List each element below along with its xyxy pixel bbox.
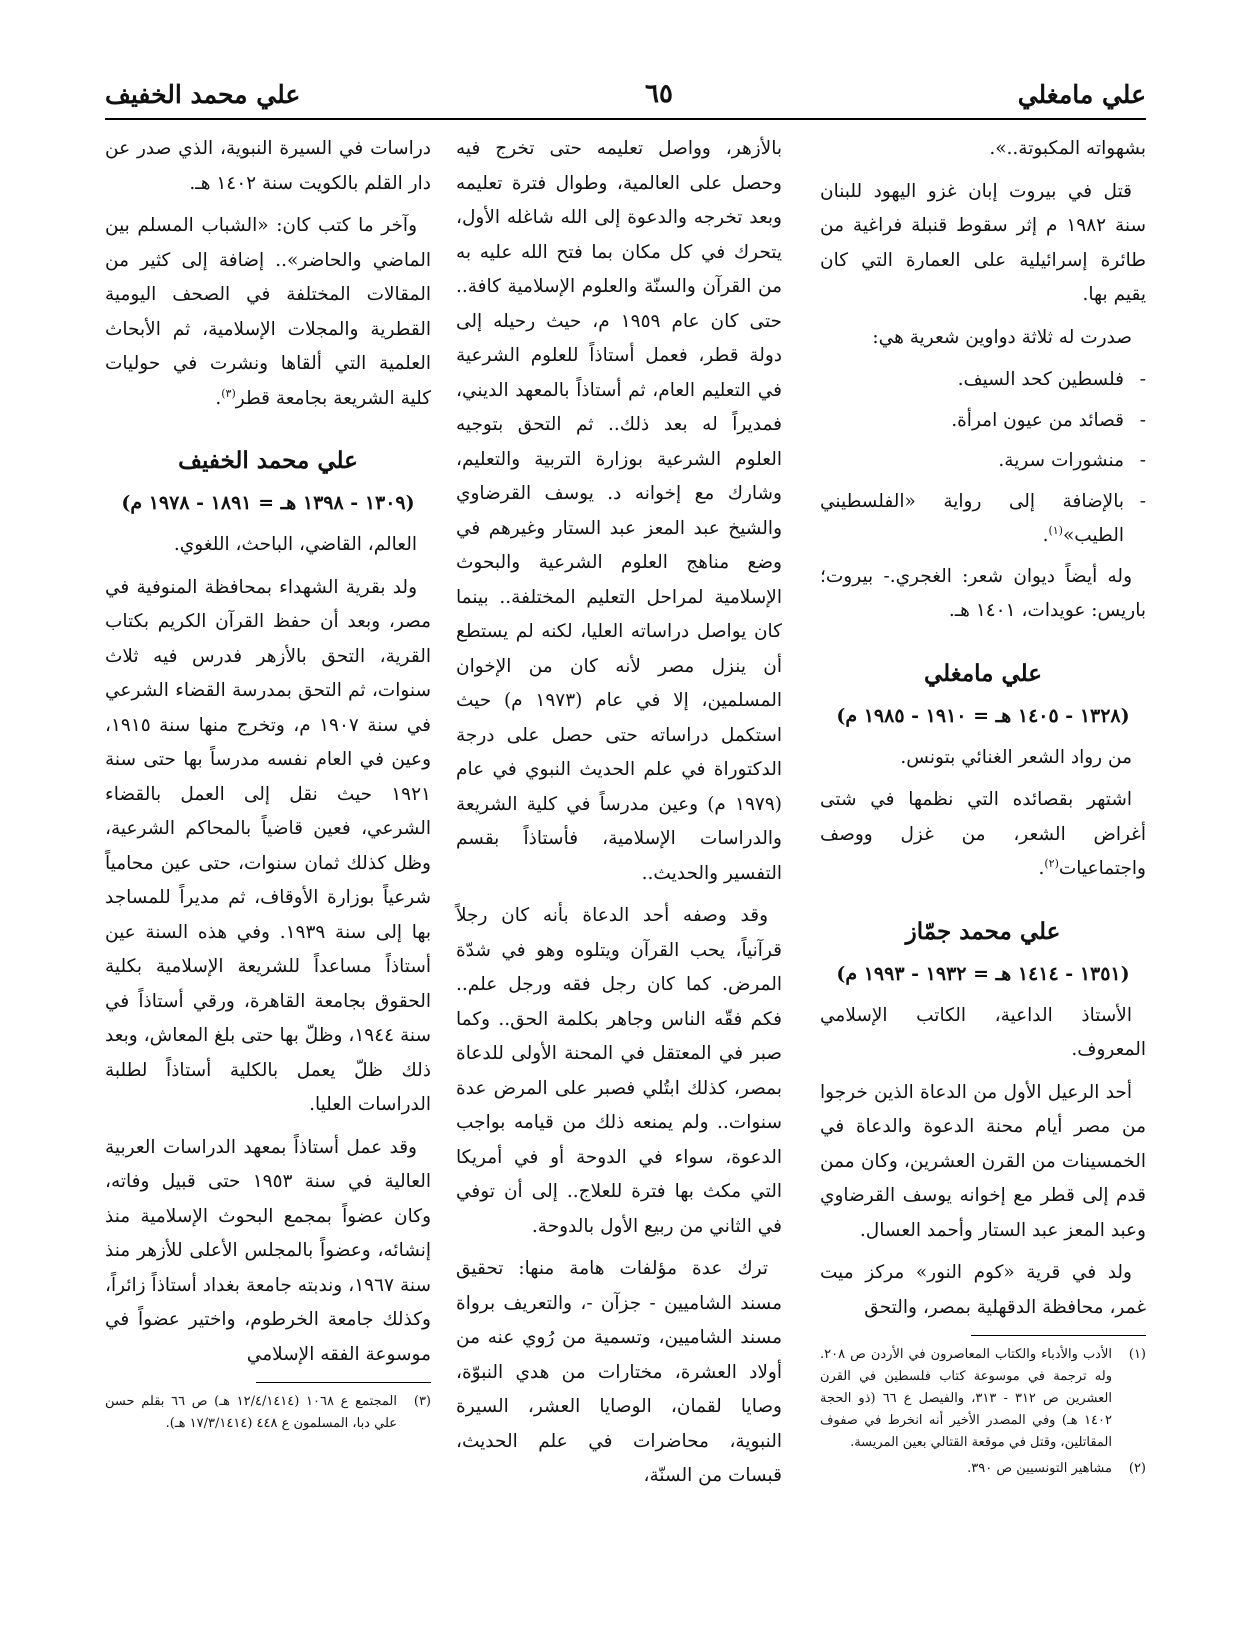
paragraph: أحد الرعيل الأول من الدعاة الذين خرجوا من مصر أيام محنة الدعوة والدعاة في الخمسينات من القرن العشرين، وكان ممن قدم إلى قطر مع إخوانه يوسف القرضاوي وعبد المعز عبد الستار وأحمد العسال. (820, 1081, 1146, 1241)
entry-title: علي محمد جمّاز (905, 917, 1061, 945)
paragraph: صدرت له ثلاثة دواوين شعرية هي: (872, 326, 1132, 348)
entry-dates: (١٣٠٩ - ١٣٩٨ هـ = ١٨٩١ - ١٩٧٨ م) (121, 492, 415, 514)
list-item: - فلسطين كحد السيف. (957, 369, 1146, 390)
column-middle (456, 132, 782, 1502)
works-list (820, 363, 1146, 554)
paragraph: وقد وصفه أحد الدعاة بأنه كان رجلاً قرآنياً، يحب القرآن ويتلوه وهو في شدّة المرض. كما كان رجل فقه ورجل علم.. فكم فقّه الناس وجاهر بكلمة الحق.. وكما صبر في المعتقل في المحنة الأولى للدعاة بمصر، كذلك ابتُلي فصبر على المرض عدة سنوات.. ولم يمنعه ذلك من قيامه بواجب الدعوة، سواء في الدوحة أو في أمريكا التي مكث بها فترة للعلاج.. إلى أن توفي في الثاني من ربيع الأول بالدوحة. (456, 905, 782, 1237)
paragraph: الأستاذ الداعية، الكاتب الإسلامي المعروف. (820, 1004, 1146, 1060)
entry-title: علي مامغلي (923, 659, 1043, 687)
paragraph: بشهواته المكبوتة..». (989, 138, 1146, 159)
list-item: - قصائد من عيون امرأة. (951, 409, 1146, 431)
footnote-ref: (١) (1048, 523, 1063, 537)
paragraph: دراسات في السيرة النبوية، الذي صدر عن دار القلم بالكويت سنة ١٤٠٢ هـ. (105, 138, 431, 194)
footnote-ref: (٣) (221, 386, 236, 400)
entry-dates: (١٣٢٨ - ١٤٠٥ هـ = ١٩١٠ - ١٩٨٥ م) (836, 704, 1130, 727)
entry-dates: (١٣٥١ - ١٤١٤ هـ = ١٩٣٢ - ١٩٩٣ م) (836, 962, 1130, 985)
paragraph: وآخر ما كتب كان: «الشباب المسلم بين الماضي والحاضر».. إضافة إلى كثير من المقالات المختلفة في الصحف اليومية القطرية والمجلات الإسلامية، ثم الأبحاث العلمية التي ألقاها ونشرت في حوليات كلية الشريعة بجامعة قطر$^{(٣)}$. (105, 215, 431, 409)
column-right (820, 132, 1146, 1484)
paragraph: وقد عمل أستاذاً بمعهد الدراسات العربية العالية في سنة ١٩٥٣ حتى قبيل وفاته، وكان عضواً بمجمع البحوث الإسلامية منذ إنشائه، وعضواً بالمجلس الأعلى للأزهر منذ سنة ١٩٦٧، وندبته جامعة بغداد أستاذاً زائراً، وكذلك جامعة الخرطوم، واختير عضواً في موسوعة الفقه الإسلامي (105, 1136, 431, 1365)
footnote-rule (256, 1382, 431, 1383)
page-number: ٦٥ (645, 79, 673, 109)
paragraph: العالم، القاضي، الباحث، اللغوي. (173, 534, 417, 555)
paragraph: وله أيضاً ديوان شعر: الغجري.- بيروت؛ باريس: عويدات، ١٤٠١ هـ. (820, 565, 1146, 621)
list-item: - منشورات سرية. (998, 450, 1146, 471)
footnote: (٢) مشاهير التونسيين ص ٣٩٠. (967, 1461, 1146, 1476)
running-header (105, 72, 1146, 116)
column-left (105, 132, 431, 1439)
paragraph: ولد بقرية الشهداء بمحافظة المنوفية في مصر، وبعد أن حفظ القرآن الكريم بكتاب القرية، التحق بالأزهر فدرس فيه ثلاث سنوات، ثم التحق بمدرسة القضاء الشرعي في سنة ١٩٠٧ م، وتخرج منها سنة ١٩١٥، وعين في العام نفسه مدرساً بها حتى سنة ١٩٢١ حيث نقل إلى العمل بالقضاء الشرعي، فعين قاضياً بالمحاكم الشرعية، وظل كذلك ثمان سنوات، حتى عين محامياً شرعياً بوزارة الأوقاف، ثم مديراً للمساجد بها إلى سنة ١٩٣٩. وفي هذه السنة عين أستاذاً مساعداً للشريعة الإسلامية بكلية الحقوق بجامعة القاهرة، ورقي أستاذاً في سنة ١٩٤٤، وظلّ بها حتى بلغ المعاش، وبعد ذلك ظلّ يعمل بالكلية أستاذاً لطلبة الدراسات العليا. (105, 576, 432, 1115)
header-rule (105, 118, 1146, 120)
footnote: (٣) المجتمع ع ١٠٦٨ (١٢/٤/١٤١٤ هـ) ص ٦٦ بقلم حسن علي دبا، المسلمون ع ٤٤٨ (١٧/٣/١٤١٤ هـ). (105, 1394, 431, 1431)
paragraph: ترك عدة مؤلفات هامة منها: تحقيق مسند الشاميين - جزآن -، والتعريف برواة مسند الشاميين، وتسمية من رُوي عنه من أولاد العشرة، مختارات من هدي النبوّة، وصايا لقمان، الوصايا العشر، السيرة النبوية، محاضرات في علم الحديث، قبسات من السنّة، (456, 1258, 782, 1486)
running-title-right: علي مامغلي (1017, 79, 1146, 109)
entry-title: علي محمد الخفيف (178, 447, 358, 474)
footnote-ref: (٢) (1044, 856, 1059, 870)
footnotes (820, 1344, 1146, 1480)
paragraph: بالأزهر، وواصل تعليمه حتى تخرج فيه وحصل على العالمية، وطوال فترة تعليمه وبعد تخرجه والدعوة إلى الله شاغله الأول، يتحرك في كل مكان بما فتح الله عليه به من القرآن والسنّة والعلوم الإسلامية كافة.. حتى كان عام ١٩٥٩ م، حيث رحيله إلى دولة قطر، فعمل أستاذاً للعلوم الشرعية في التعليم العام، ثم أستاذاً بالمعهد الديني، فمديراً له بعد ذلك.. ثم التحق بتوجيه العلوم الشرعية بوزارة التربية والتعليم، وشارك مع إخوانه د. يوسف القرضاوي والشيخ عبد المعز عبد الستار وغيرهم في وضع مناهج العلوم الشرعية والبحوث الإسلامية لمراحل التعليم المختلفة.. بينما كان يواصل دراساته العليا، لكنه لم يستطع أن ينزل مصر لأنه كان من الإخوان المسلمين، إلا في عام (١٩٧٣ م) حيث استكمل دراساته حتى حصل على درجة الدكتوراة في علم الحديث النبوي في عام (١٩٧٩ م) وعين مدرساً في كلية الشريعة والدراسات الإسلامية، فأستاذاً بقسم التفسير والحديث.. (456, 138, 782, 884)
running-title-left: علي محمد الخفيف (105, 79, 301, 109)
paragraph: ولد في قرية «كوم النور» مركز ميت غمر، محافظة الدقهلية بمصر، والتحق (820, 1262, 1146, 1318)
footnote-rule (971, 1335, 1146, 1336)
paragraph: اشتهر بقصائده التي نظمها في شتى أغراض الشعر، من غزل ووصف واجتماعيات$^{(٢)}$. (820, 789, 1146, 879)
paragraph: قتل في بيروت إبان غزو اليهود للبنان سنة ١٩٨٢ م إثر سقوط قنبلة فراغية من طائرة إسرائيلية على العمارة التي كان يقيم بها. (820, 180, 1147, 305)
footnotes (105, 1391, 431, 1435)
list-item: - بالإضافة إلى رواية «الفلسطيني الطيب»$^{(١)}$. (820, 490, 1146, 546)
footnote: (١) الأدب والأدباء والكتاب المعاصرون في الأردن ص ٢٠٨. وله ترجمة في موسوعة كتاب فلسطين في القرن العشرين ص ٣١٢ - ٣١٣، والفيصل ع ٦٦ (ذو الحجة ١٤٠٢ هـ) وفي المصدر الأخير أنه انخرط في صفوف المقاتلين، وقتل في موقعة القتالي بعين المريسة. (820, 1347, 1146, 1450)
paragraph: من رواد الشعر الغنائي بتونس. (900, 746, 1132, 768)
